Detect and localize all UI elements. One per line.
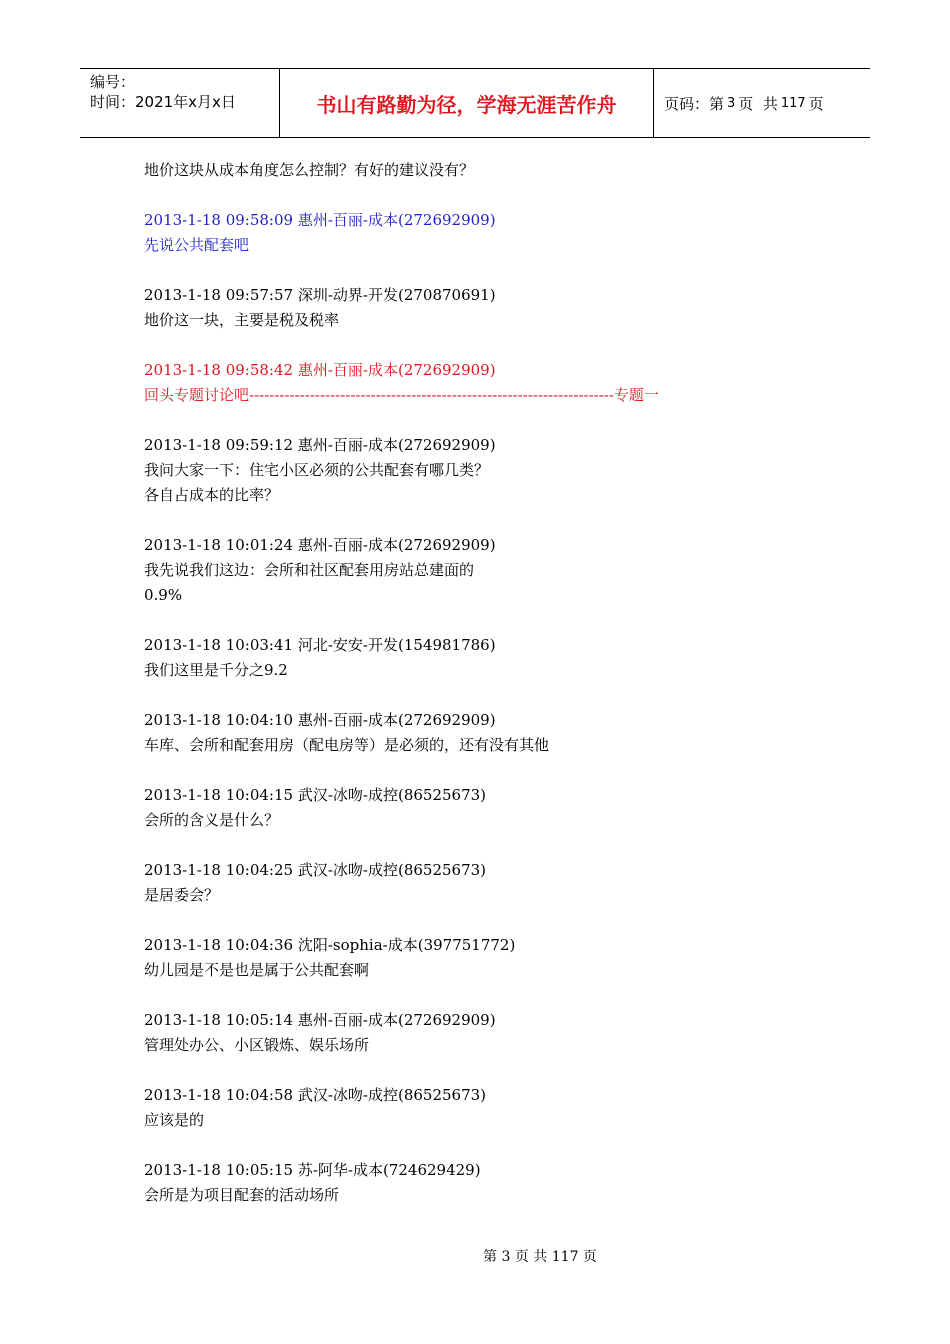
message-text: 车库、会所和配套用房（配电房等）是必须的，还有没有其他: [144, 736, 550, 754]
message-text: 会所是为项目配套的活动场所: [144, 1186, 340, 1204]
page-end: 页: [808, 94, 824, 113]
message-text: 幼儿园是不是也是属于公共配套啊: [144, 961, 370, 979]
header-meta: [80, 69, 280, 137]
message-text: 地价这一块，主要是税及税率: [144, 311, 340, 329]
page-number: 3: [727, 95, 736, 111]
intro-text: 地价这块从成本角度怎么控制？有好的建议没有？: [144, 161, 475, 179]
page-mid: 页 共: [738, 94, 778, 113]
chat-message: [144, 933, 824, 983]
page-header: [80, 68, 870, 138]
message-text: 0.9%: [144, 586, 183, 604]
page-label: 页码：第: [664, 94, 725, 113]
message-text: 会所的含义是什么？: [144, 811, 280, 829]
chat-message: [144, 633, 824, 683]
message-header: 2013-1-18 10:05:14 惠州-百丽-成本(272692909): [144, 1011, 496, 1029]
header-motto: 书山有路勤为径，学海无涯苦作舟: [280, 69, 654, 137]
message-header: 2013-1-18 09:59:12 惠州-百丽-成本(272692909): [144, 436, 496, 454]
chat-message: [144, 1158, 824, 1208]
chat-message: [144, 1083, 824, 1133]
message-header: 2013-1-18 10:04:58 武汉-冰吻-成控(86525673): [144, 1086, 487, 1104]
chat-message: [144, 283, 824, 333]
message-text: 各自占成本的比率？: [144, 486, 280, 504]
message-text: 管理处办公、小区锻炼、娱乐场所: [144, 1036, 370, 1054]
date-label: 时间：2021年x月x日: [90, 93, 236, 111]
message-list: [144, 208, 824, 1208]
message-text: 我问大家一下：住宅小区必须的公共配套有哪几类？: [144, 461, 490, 479]
message-header: 2013-1-18 10:04:25 武汉-冰吻-成控(86525673): [144, 861, 487, 879]
chat-message: [144, 358, 824, 408]
chat-message: [144, 1008, 824, 1058]
message-header: 2013-1-18 10:04:10 惠州-百丽-成本(272692909): [144, 711, 496, 729]
message-header: 2013-1-18 10:04:36 沈阳-sophia-成本(397751772): [144, 936, 516, 954]
number-label: 编号：: [90, 73, 136, 91]
message-header: 2013-1-18 09:58:42 惠州-百丽-成本(272692909): [144, 361, 496, 379]
page-footer: 第 3 页 共 117 页: [483, 1249, 597, 1265]
chat-message: [144, 708, 824, 758]
chat-message: [144, 208, 824, 258]
message-text: 回头专题讨论吧------------------------------------------------------------------------专题一: [144, 386, 659, 404]
message-header: 2013-1-18 10:01:24 惠州-百丽-成本(272692909): [144, 536, 496, 554]
message-header: 2013-1-18 10:04:15 武汉-冰吻-成控(86525673): [144, 786, 487, 804]
chat-message: [144, 533, 824, 608]
chat-log: [144, 158, 824, 1233]
chat-message: [144, 783, 824, 833]
message-header: 2013-1-18 09:57:57 深圳-动界-开发(270870691): [144, 286, 496, 304]
message-header: 2013-1-18 10:05:15 苏-阿华-成本(724629429): [144, 1161, 481, 1179]
message-header: 2013-1-18 10:03:41 河北-安安-开发(154981786): [144, 636, 496, 654]
message-text: 是居委会？: [144, 886, 220, 904]
message-text: 我们这里是千分之9.2: [144, 661, 288, 679]
page-total: 117: [780, 95, 806, 111]
chat-message: [144, 433, 824, 508]
message-text: 应该是的: [144, 1111, 205, 1129]
message-header: 2013-1-18 09:58:09 惠州-百丽-成本(272692909): [144, 211, 496, 229]
message-text: 先说公共配套吧: [144, 236, 250, 254]
header-page-info: [654, 69, 870, 137]
chat-message: [144, 858, 824, 908]
message-text: 我先说我们这边：会所和社区配套用房站总建面的: [144, 561, 475, 579]
